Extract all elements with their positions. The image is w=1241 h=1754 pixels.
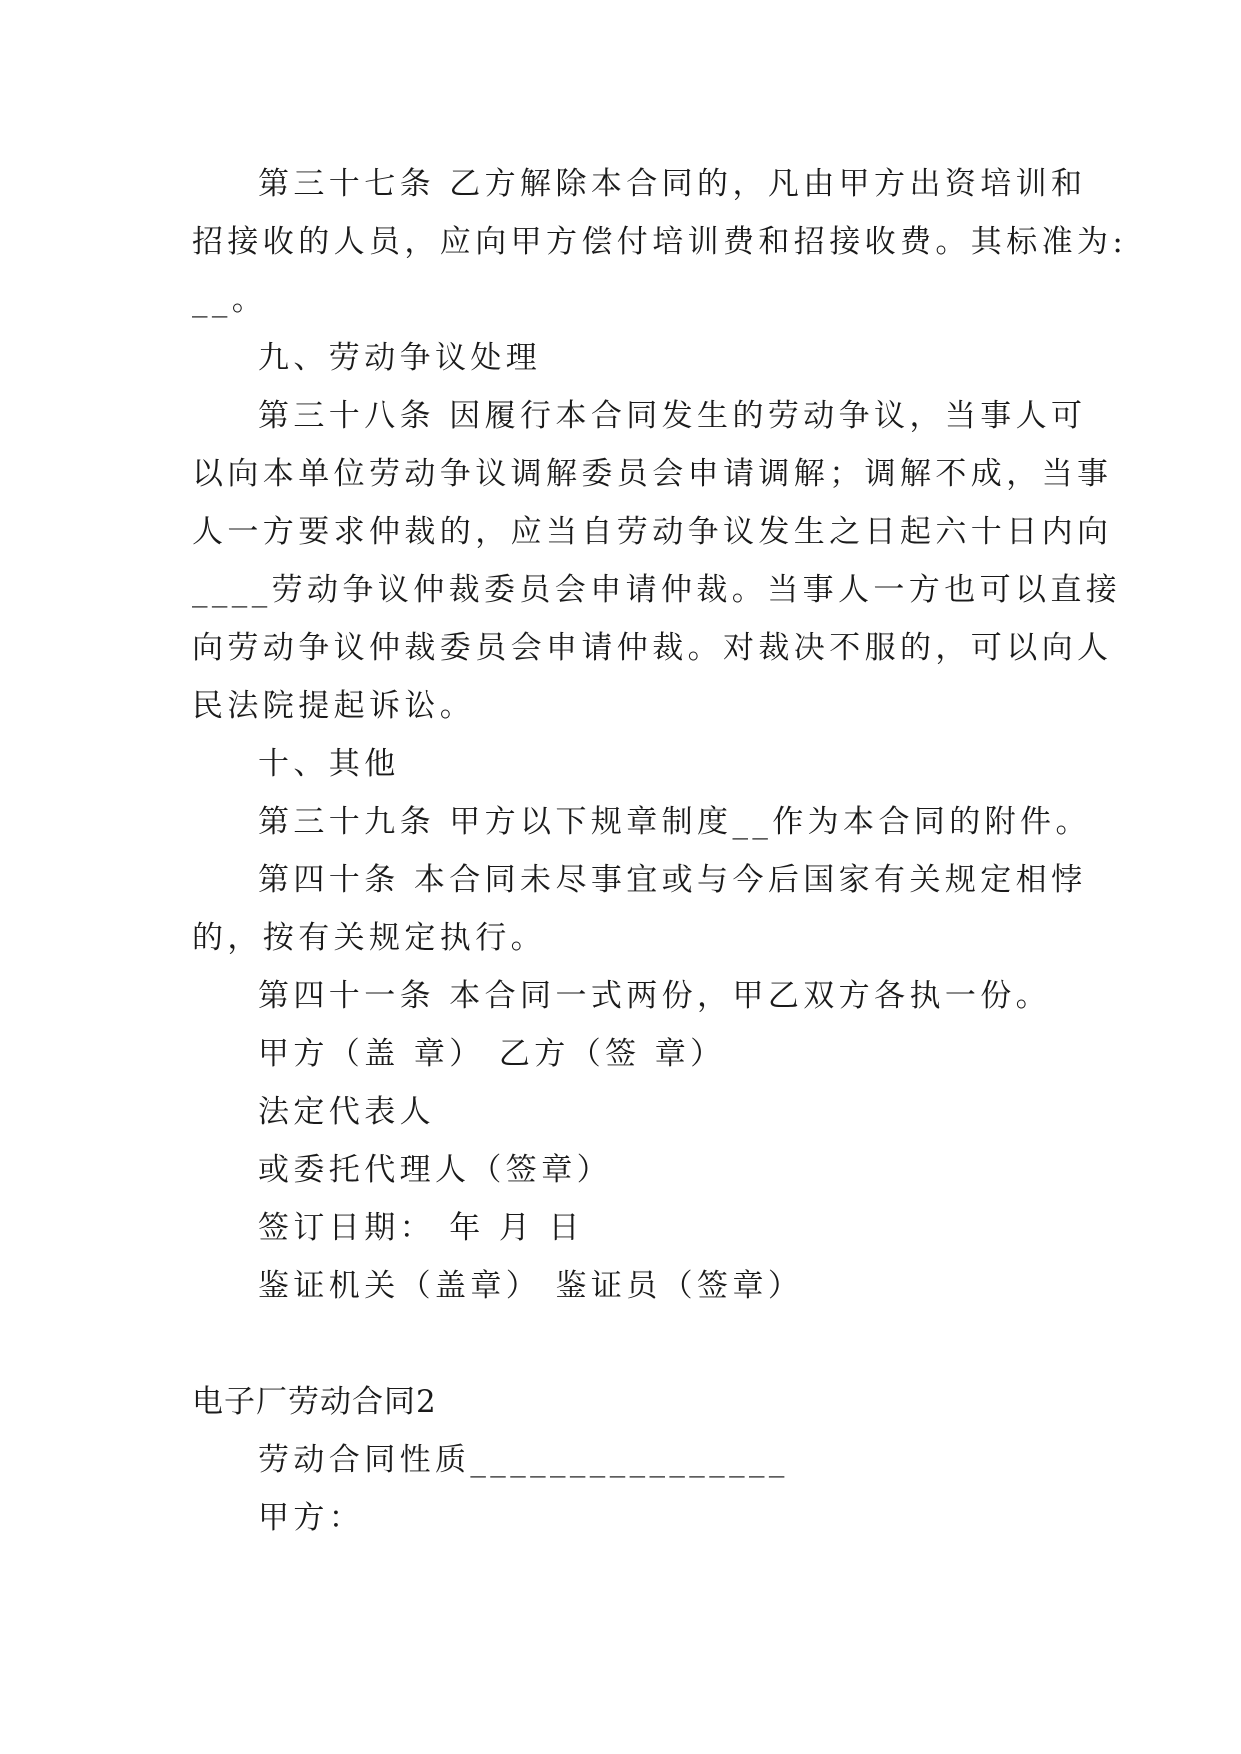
article-39: 第三十九条 甲方以下规章制度__作为本合同的附件。 <box>258 804 1091 840</box>
article-40-line-2: 的，按有关规定执行。 <box>192 920 546 956</box>
article-37-line-2: 招接收的人员，应向甲方偿付培训费和招接收费。其标准为: <box>192 224 1128 260</box>
contract-nature-field: 劳动合同性质________________ <box>258 1442 789 1478</box>
section-10-heading: 十、其他 <box>258 746 400 782</box>
article-38-line-1: 第三十八条 因履行本合同发生的劳动争议，当事人可 <box>258 398 1087 434</box>
party-a-field: 甲方： <box>258 1500 365 1536</box>
article-38-line-6: 民法院提起诉讼。 <box>192 688 476 724</box>
article-41: 第四十一条 本合同一式两份，甲乙双方各执一份。 <box>258 978 1052 1014</box>
authentication-authority: 鉴证机关（盖章） 鉴证员（签章） <box>258 1268 804 1304</box>
article-40-line-1: 第四十条 本合同未尽事宜或与今后国家有关规定相悖 <box>258 862 1087 898</box>
article-38-line-3: 人一方要求仲裁的，应当自劳动争议发生之日起六十日内向 <box>192 514 1113 550</box>
contract-2-title: 电子厂劳动合同2 <box>192 1384 437 1420</box>
article-38-line-4: ____劳动争议仲裁委员会申请仲裁。当事人一方也可以直接 <box>192 572 1122 608</box>
section-9-heading: 九、劳动争议处理 <box>258 340 542 376</box>
legal-representative: 法定代表人 <box>258 1094 435 1130</box>
signature-parties: 甲方（盖 章） 乙方（签 章） <box>258 1036 726 1072</box>
article-38-line-5: 向劳动争议仲裁委员会申请仲裁。对裁决不服的，可以向人 <box>192 630 1113 666</box>
authorized-agent: 或委托代理人（签章） <box>258 1152 612 1188</box>
article-37-line-1: 第三十七条 乙方解除本合同的，凡由甲方出资培训和 <box>258 166 1087 202</box>
article-37-line-3: __。 <box>192 282 268 318</box>
signing-date: 签订日期： 年 月 日 <box>258 1210 584 1246</box>
article-38-line-2: 以向本单位劳动争议调解委员会申请调解；调解不成，当事 <box>192 456 1113 492</box>
